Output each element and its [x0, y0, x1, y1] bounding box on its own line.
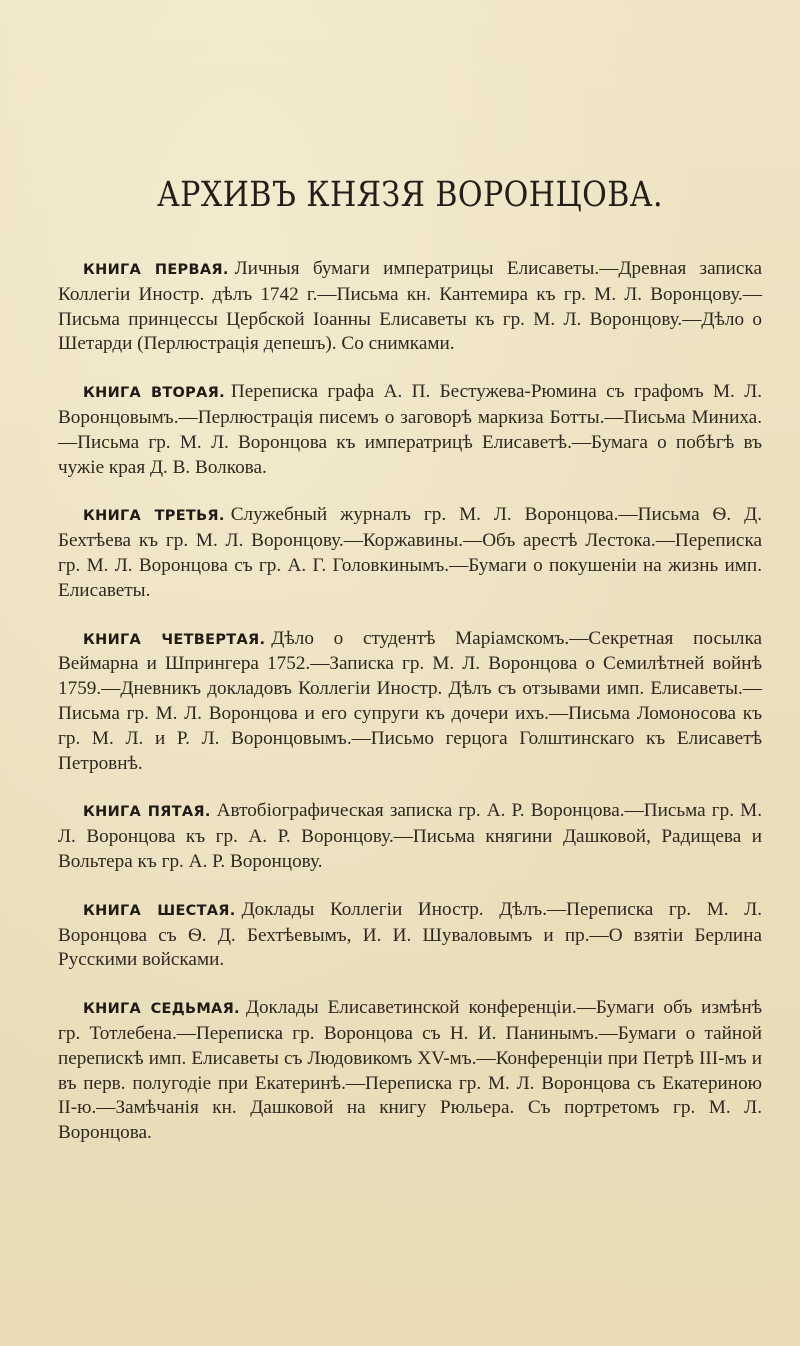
book-description: Переписка графа А. П. Бестужева-Рюмина съ графомъ М. Л. Воронцовымъ.—Перлюстрація писемъ о заговорѣ маркиза Ботты.—Письма Миниха.—Письма гр. М. Л. Воронцова къ императрицѣ Елисаветѣ.—Бумага о побѣгѣ въ чужіе края Д. В. Волкова.	[58, 381, 763, 478]
book-description: Служебный журналъ гр. М. Л. Воронцова.—Письма Ѳ. Д. Бехтѣева къ гр. М. Л. Воронцову.—Коржавины.—Объ арестѣ Лестока.—Переписка гр. М. Л. Воронцова съ гр. А. Г. Головкинымъ.—Бумаги о покушеніи на жизнь имп. Елисаветы.	[58, 504, 762, 601]
book-description: Личныя бумаги императрицы Елисаветы.—Древная записка Коллегіи Иностр. дѣлъ 1742 г.—Письма кн. Кантемира къ гр. М. Л. Воронцову.—Письма принцессы Цербской Іоанны Елисаветы къ гр. М. Л. Воронцову.—Дѣло о Шетарди (Перлюстрація депешъ). Со снимками.	[58, 258, 762, 355]
book-description: Автобіографическая записка гр. А. Р. Воронцова.—Письма гр. М. Л. Воронцова къ гр. А. Р. Воронцову.—Письма княгини Дашковой, Радищева и Вольтера къ гр. А. Р. Воронцову.	[58, 800, 762, 872]
book-label: КНИГА ТРЕТЬЯ.	[83, 508, 225, 525]
book-label: КНИГА ЧЕТВЕРТАЯ.	[83, 631, 266, 648]
book-label: КНИГА СЕДЬМАЯ.	[83, 1001, 240, 1018]
page-title: АРХИВЪ КНЯЗЯ ВОРОНЦОВА.	[156, 175, 664, 215]
book-label: КНИГА ПЯТАЯ.	[83, 804, 211, 821]
book-entry-7	[58, 996, 762, 1146]
books-list	[58, 257, 762, 1146]
book-label: КНИГА ПЕРВАЯ.	[83, 262, 229, 278]
book-description: Доклады Елисаветинской конференціи.—Бумаги объ измѣнѣ гр. Тотлебена.—Переписка гр. Воронцова съ Н. И. Панинымъ.—Бумаги о тайной перепискѣ имп. Елисаветы съ Людовикомъ XV-мъ.—Конференціи при Петрѣ III-мъ и въ перв. полугодіе при Екатеринѣ.—Переписка гр. М. Л. Воронцова съ Екатериною II-ю.—Замѣчанія кн. Дашковой на книгу Рюльера. Съ портретомъ гр. М. Л. Воронцова.	[58, 997, 763, 1144]
book-entry-5	[58, 799, 762, 874]
book-entry-1	[58, 257, 762, 357]
book-entry-6	[58, 898, 762, 973]
book-label: КНИГА ВТОРАЯ.	[83, 385, 225, 402]
book-description: Доклады Коллегіи Иностр. Дѣлъ.—Переписка гр. М. Л. Воронцова съ Ѳ. Д. Бехтѣевымъ, И. И. Шуваловымъ и пр.—О взятіи Берлина Русскими войсками.	[58, 898, 762, 971]
book-entry-2	[58, 380, 762, 480]
book-entry-3	[58, 503, 762, 603]
book-entry-4	[58, 627, 762, 777]
book-description: Дѣло о студентѣ Маріамскомъ.—Секретная посылка Веймарна и Шпрингера 1752.—Записка гр. М. Л. Воронцова о Семилѣтней войнѣ 1759.—Дневникъ докладовъ Коллегіи Иностр. Дѣлъ съ отзывами имп. Елисаветы.—Письма гр. М. Л. Воронцова и его супруги къ дочери ихъ.—Письма Ломоносова къ гр. М. Л. и Р. Л. Воронцовымъ.—Письмо герцога Голштинскаго къ Елисаветѣ Петровнѣ.	[58, 627, 762, 774]
book-label: КНИГА ШЕСТАЯ.	[83, 902, 236, 919]
